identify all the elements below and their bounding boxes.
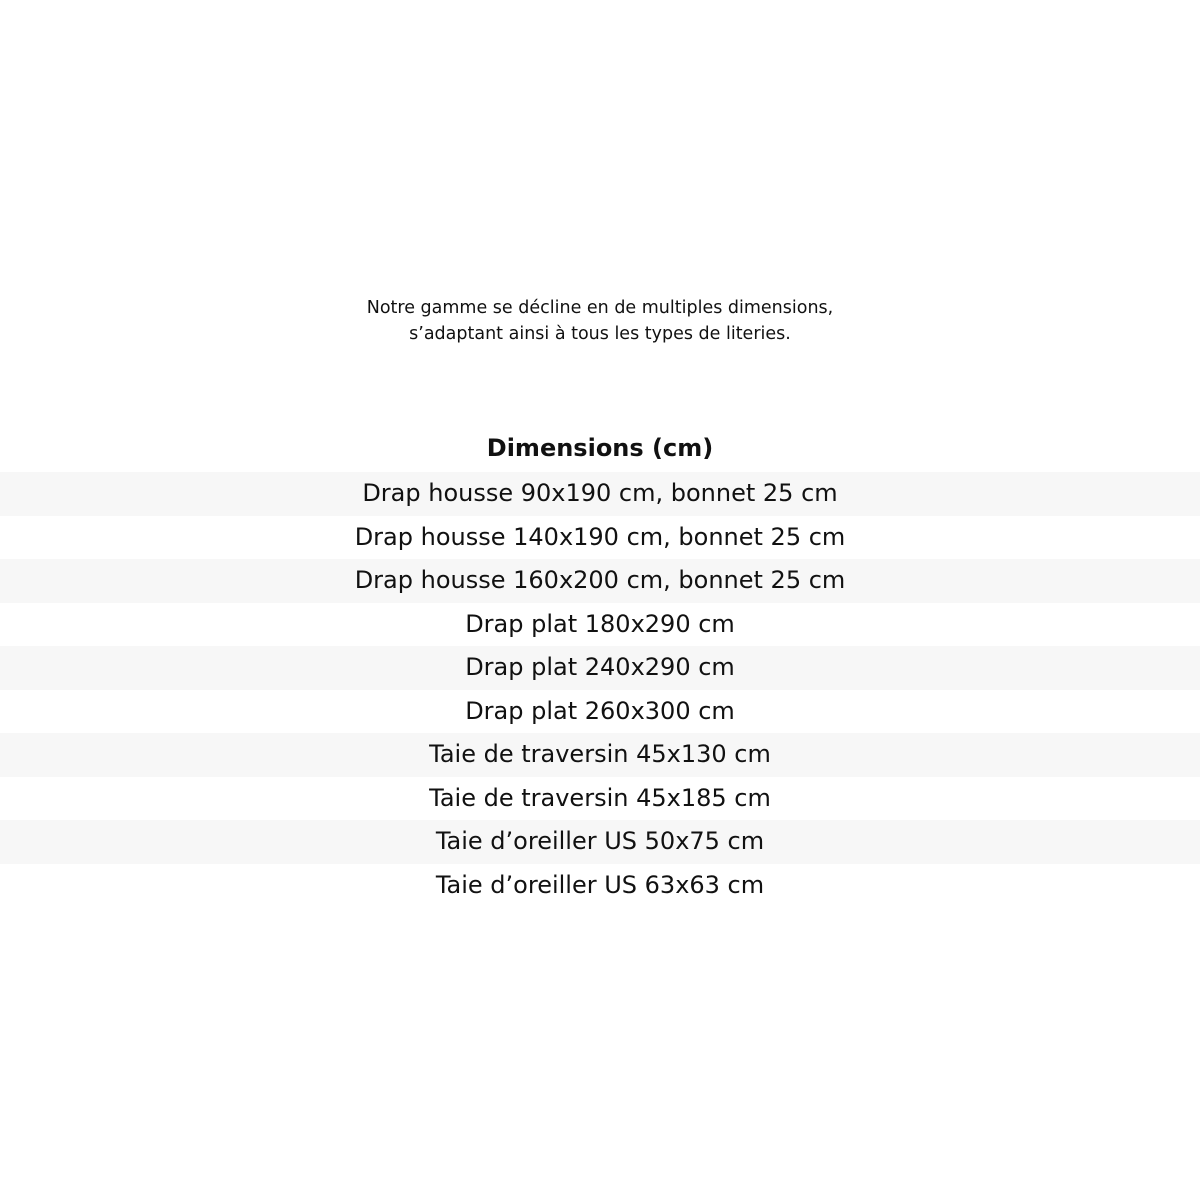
- dimensions-table: [0, 428, 1200, 907]
- table-row: Drap housse 90x190 cm, bonnet 25 cm: [0, 472, 1200, 516]
- table-row: Drap plat 240x290 cm: [0, 646, 1200, 690]
- intro-line-2: s’adaptant ainsi à tous les types de literies.: [409, 324, 791, 344]
- table-row: Taie d’oreiller US 50x75 cm: [0, 820, 1200, 864]
- table-row: Drap housse 160x200 cm, bonnet 25 cm: [0, 559, 1200, 603]
- table-row: Taie d’oreiller US 63x63 cm: [435, 870, 765, 899]
- table-row: Drap housse 140x190 cm, bonnet 25 cm: [354, 522, 846, 551]
- intro-line-1: Notre gamme se décline en de multiples dimensions,: [366, 298, 834, 318]
- table-row: Drap plat 260x300 cm: [465, 696, 735, 725]
- table-row: Taie de traversin 45x130 cm: [0, 733, 1200, 777]
- intro-text: [0, 295, 1200, 347]
- table-header-dimensions: Dimensions (cm): [486, 434, 714, 462]
- table-row: Drap plat 180x290 cm: [465, 609, 735, 638]
- table-row: Taie de traversin 45x185 cm: [429, 783, 771, 812]
